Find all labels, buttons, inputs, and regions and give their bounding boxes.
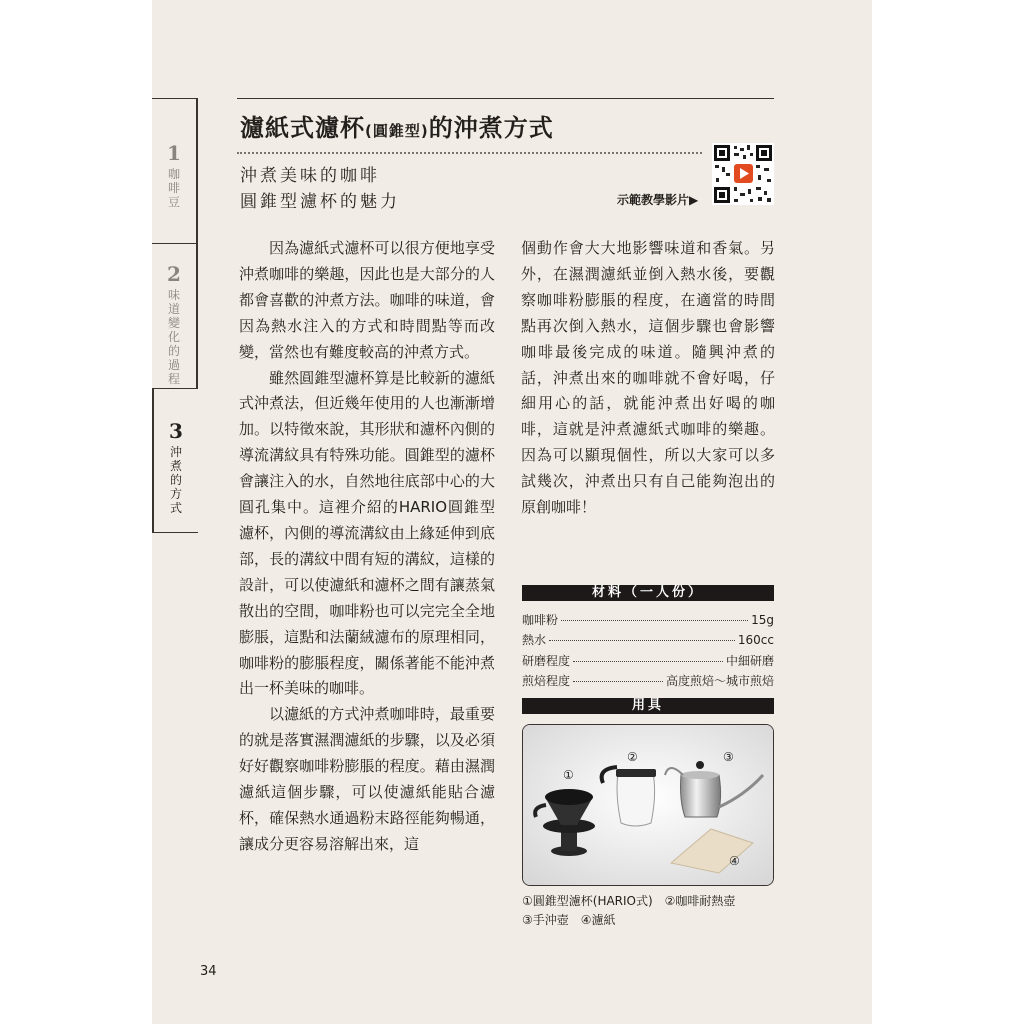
title-rest: 的沖煮方式 (428, 114, 554, 142)
paragraph: 個動作會大大地影響味道和香氣。另外，在濕潤濾紙並倒入熱水後，要觀察咖啡粉膨脹的程度，在適當的時間點再次倒入熱水，這個步驟也會影響咖啡最後完成的味道。隨興沖煮的話，沖煮出來的咖啡就不會好喝，仔細用心的話，就能沖煮出好喝的咖啡，這就是沖煮濾紙式咖啡的樂趣。因為可以顯現個性，所以大家可以多試幾次，沖煮出只有自己能夠泡出的原創咖啡！ (521, 239, 775, 517)
paragraph: 雖然圓錐型濾杯算是比較新的濾紙式沖煮法，但近幾年使用的人也漸漸增加。以特徵來說，其形狀和濾杯內側的導流溝紋具有特殊功能。圓錐型的濾杯會讓注入的水，自然地往底部中心的大圓孔集中。這裡介紹的HARIO圓錐型濾杯，內側的導流溝紋由上緣延伸到底部，長的溝紋中間有短的溝紋，這樣的設計，可以使濾紙和濾杯之間有讓蒸氣散出的空間，咖啡粉也可以完完全全地膨脹，這點和法蘭絨濾布的原理相同，咖啡粉的膨脹程度，關係著能不能沖煮出一杯美味的咖啡。 (239, 368, 495, 698)
page-title (240, 108, 554, 143)
chapter-tab-3[interactable] (152, 388, 198, 533)
dotted-divider (237, 152, 702, 154)
chapter-number: 2 (167, 262, 181, 286)
qr-code-icon[interactable] (712, 143, 774, 205)
chapter-number: 3 (169, 419, 183, 443)
title-small: (圓錐型) (365, 122, 429, 140)
tools-photo (522, 724, 774, 886)
chapter-label: 沖煮的方式 (169, 445, 182, 515)
chapter-number: 1 (167, 141, 181, 165)
body-column-right (521, 236, 775, 521)
chapter-label: 咖啡豆 (167, 167, 180, 209)
material-value: 中細研磨 (725, 654, 774, 668)
materials-header: 材料（一人份） (522, 585, 774, 601)
title-main: 濾紙式濾杯 (240, 114, 365, 142)
dot-leader (561, 620, 748, 621)
title-rule (237, 98, 774, 99)
chapter-label: 味道變化的過程 (167, 288, 180, 386)
marker-4: ④ (729, 854, 740, 868)
material-row (522, 654, 774, 668)
tools-header: 用具 (522, 698, 774, 714)
photo-caption-line-1: ①圓錐型濾杯(HARIO式) ②咖啡耐熱壺 (522, 894, 736, 908)
chapter-tab-2[interactable] (152, 243, 198, 388)
page-number: 34 (200, 964, 217, 979)
material-value: 160cc (737, 633, 774, 647)
subtitle-line-2: 圓錐型濾杯的魅力 (240, 192, 400, 212)
material-name: 熱水 (522, 633, 547, 647)
marker-1: ① (563, 768, 574, 782)
subtitle-line-1: 沖煮美味的咖啡 (240, 166, 380, 186)
material-row (522, 613, 774, 627)
dot-leader (573, 681, 663, 682)
material-name: 煎焙程度 (522, 674, 571, 688)
material-row (522, 633, 774, 647)
paragraph: 以濾紙的方式沖煮咖啡時，最重要的就是落實濕潤濾紙的步驟，以及必須好好觀察咖啡粉膨脹的程度。藉由濕潤濾紙這個步驟，可以使濾紙能貼合濾杯，確保熱水通過粉末路徑能夠暢通，讓成分更容易溶解出來，這 (239, 705, 495, 853)
chapter-tab-1[interactable] (152, 98, 198, 243)
photo-caption-line-2: ③手沖壺 ④濾紙 (522, 913, 616, 927)
material-value: 15g (751, 613, 774, 627)
dot-leader (549, 640, 735, 641)
dot-leader (573, 661, 723, 662)
marker-3: ③ (723, 750, 734, 764)
material-row (522, 674, 774, 688)
material-name: 研磨程度 (522, 654, 571, 668)
body-column-left (239, 236, 495, 858)
material-name: 咖啡粉 (522, 613, 559, 627)
material-value: 高度煎焙～城市煎焙 (665, 674, 774, 688)
video-tutorial-link[interactable]: 示範教學影片▶ (617, 193, 699, 207)
marker-2: ② (627, 750, 638, 764)
paragraph: 因為濾紙式濾杯可以很方便地享受沖煮咖啡的樂趣，因此也是大部分的人都會喜歡的沖煮方法。咖啡的味道，會因為熱水注入的方式和時間點等而改變，當然也有難度較高的沖煮方式。 (239, 239, 495, 361)
